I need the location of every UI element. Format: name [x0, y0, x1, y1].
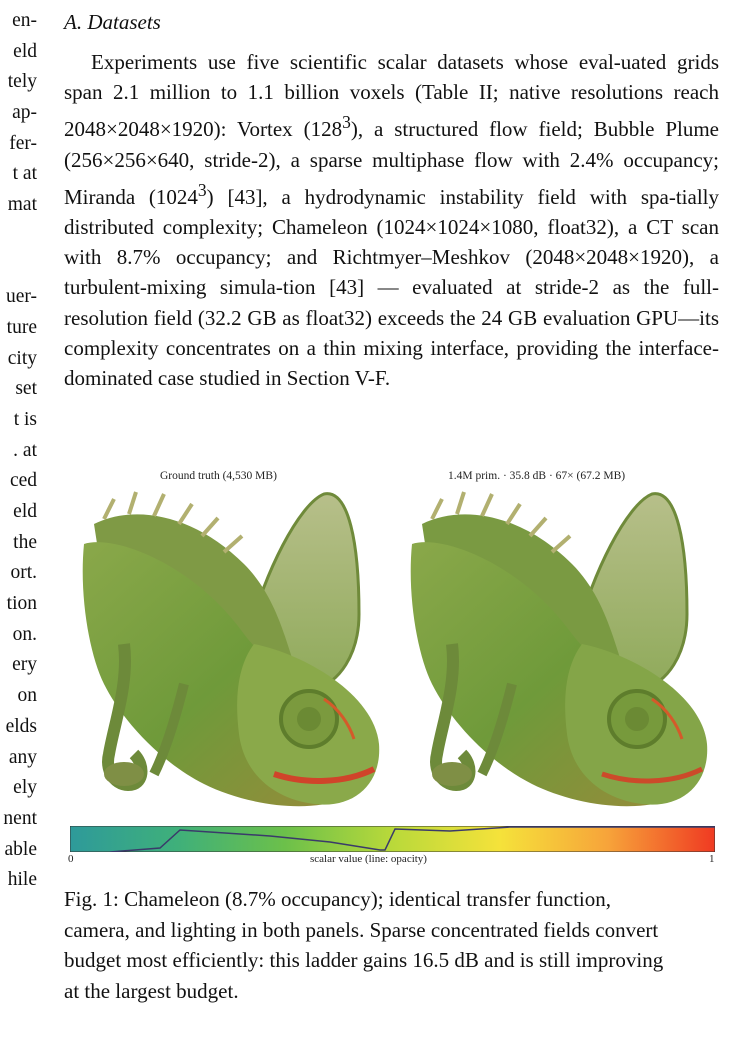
- colorbar-gradient: [70, 826, 715, 852]
- left-column-line: t is: [13, 408, 37, 430]
- reconstruction-label: 1.4M prim. · 35.8 dB · 67× (67.2 MB): [448, 470, 626, 482]
- chameleon-shape: [83, 492, 380, 806]
- left-column-line: on: [17, 685, 37, 707]
- left-column-line: hile: [7, 869, 37, 891]
- left-column-line: ort.: [10, 562, 37, 584]
- left-column-line: [0, 252, 37, 283]
- left-column-line: nent: [3, 807, 37, 829]
- left-column-line: mat: [7, 194, 37, 216]
- left-column-line: fer-: [9, 132, 37, 154]
- section-heading: A. Datasets: [64, 10, 161, 34]
- colorbar-axis-label: scalar value (line: opacity): [310, 853, 427, 865]
- left-column-line: tely: [7, 71, 37, 93]
- left-column-fragment: [0, 6, 37, 896]
- ground-truth-render: [74, 484, 389, 820]
- colorbar-min-label: 0: [68, 853, 74, 865]
- left-column-line: ture: [6, 316, 37, 338]
- left-column-line: elds: [5, 715, 37, 737]
- left-column-line: [0, 221, 37, 252]
- left-column-line: . at: [13, 439, 37, 461]
- left-column-line: able: [4, 838, 37, 860]
- left-column-line: ely: [13, 777, 37, 799]
- left-column-line: set: [15, 378, 37, 400]
- left-column-line: ery: [12, 654, 37, 676]
- left-column-line: ced: [9, 470, 37, 492]
- left-column-line: t at: [12, 163, 37, 185]
- left-column-line: en-: [12, 10, 37, 31]
- transfer-function-colorbar: [70, 826, 715, 852]
- left-column-line: eld: [13, 501, 37, 522]
- chameleon-shape: [411, 492, 708, 806]
- left-column-line: ap-: [12, 102, 37, 124]
- ground-truth-label: Ground truth (4,530 MB): [160, 470, 277, 482]
- left-column-line: on.: [12, 623, 37, 645]
- datasets-paragraph: Experiments use five scientific scalar datasets whose eval-uated grids span 2.1 million to 1.1 billion voxels (Table II; native resolutions reach 2048×2048×1920): Vortex $(128^3)$, a structured flow field; Bubble Plume (256×256×640, stride-2), a sparse multiphase flow with 2.4% occupancy; Miranda (1024$^3$) [43], a hydrodynamic instability field with spa-tially distributed complexity; Chameleon (1024×1024×1080, float32), a CT scan with 8.7% occupancy; and Richtmyer–Meshkov (2048×2048×1920), a turbulent-mixing simula-tion [43] — evaluated at stride-2 as the full-resolution field (32.2 GB as float32) exceeds the 24 GB evaluation GPU—its complexity concentrates on a thin mixing interface, providing the interface-dominated case studied in Section V-F.: [64, 50, 719, 391]
- left-column-line: uer-: [5, 286, 37, 308]
- left-column-line: city: [7, 347, 37, 369]
- colorbar-max-label: 1: [709, 853, 715, 865]
- left-column-line: the: [13, 531, 37, 553]
- left-column-line: any: [8, 746, 37, 768]
- figure-caption: Fig. 1: Chameleon (8.7% occupancy); identical transfer function, camera, and lighting in both panels. Sparse concentrated fields convert budget most efficiently: this ladder gains 16.5 dB and is still improving at the largest budget.: [64, 887, 664, 1003]
- left-column-line: eld: [13, 40, 37, 62]
- reconstruction-render: [402, 484, 717, 820]
- left-column-line: tion: [6, 593, 37, 615]
